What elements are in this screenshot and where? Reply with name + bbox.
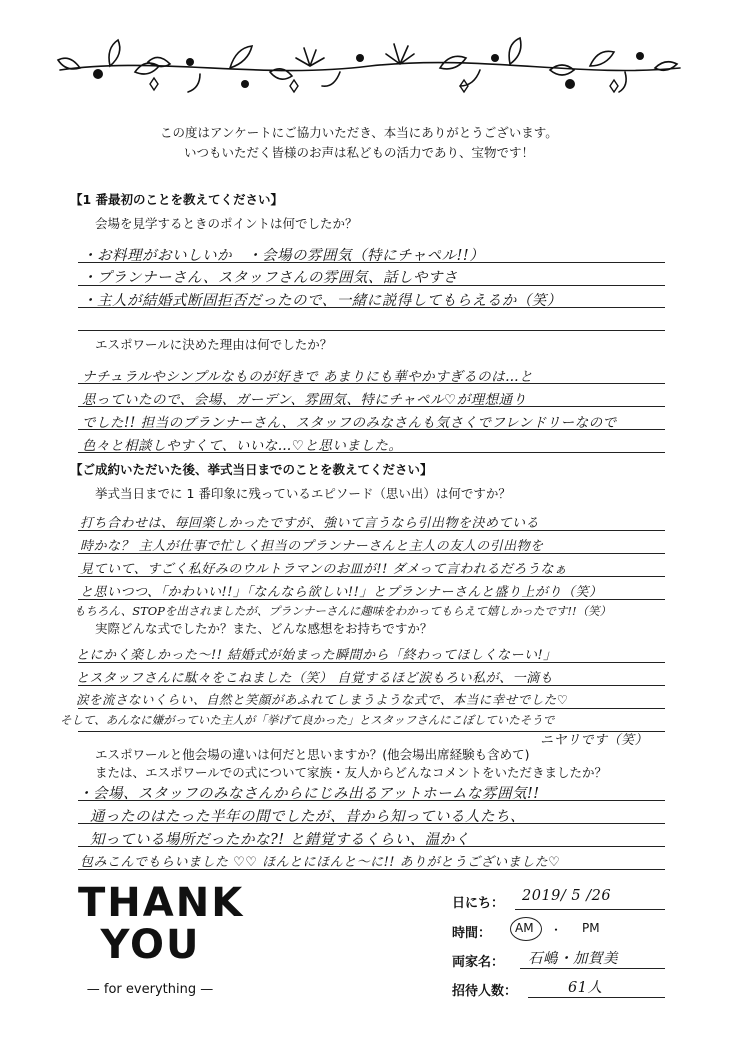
section-2-question-1: 挙式当日までに 1 番印象に残っているエピソード（思い出）は何ですか？ — [95, 486, 511, 501]
guests-value: 61人 — [568, 980, 603, 996]
answer-2-1-line-3: 見ていて、すごく私好みのウルトラマンのお皿が!! ダメって言われるだろうなぁ — [80, 562, 568, 577]
answer-1-2-line-4: 色々と相談しやすくて、いいな…♡と思いました。 — [82, 438, 403, 454]
thank-you-logo — [78, 880, 245, 968]
answer-2-2-line-1: とにかく楽しかった〜!! 結婚式が始まった瞬間から「終わってほしくなーい!」 — [76, 648, 557, 663]
date-label: 日にち： — [452, 896, 505, 911]
answer-2-3-line-1: ・会場、スタッフのみなさんからにじみ出るアットホームな雰囲気!! — [78, 786, 540, 802]
answer-2-3-line-2: 通ったのはたった半年の間でしたが、昔から知っている人たち、 — [90, 809, 525, 825]
answer-1-2-line-1: ナチュラルやシンプルなものが好きで あまりにも華やかすぎるのは…と — [82, 369, 534, 385]
thank-you-line-1: THANK — [78, 880, 245, 926]
answer-2-1-line-1: 打ち合わせは、毎回楽しかったですが、強いて言うなら引出物を決めている — [80, 516, 540, 531]
underline — [520, 968, 665, 969]
time-label: 時間： — [452, 926, 492, 941]
date-value: 2019/ 5 /26 — [522, 888, 612, 904]
section-1-question-2: エスポワールに決めた理由は何でしたか？ — [95, 337, 333, 352]
families-value: 石嶋・加賀美 — [528, 951, 618, 967]
answer-2-1-line-4: と思いつつ、「かわいい!!」「なんなら欲しい!!」とプランナーさんと盛り上がり（笑） — [80, 585, 603, 600]
thank-you-tagline: — for everything — — [86, 982, 214, 997]
section-1-question-1: 会場を見学するときのポイントは何でしたか？ — [95, 216, 358, 231]
answer-2-1-line-5: もちろん、STOPを出されましたが、プランナーさんに趣味をわかってもらえて嬉しかったです!!（笑） — [74, 604, 612, 618]
answer-2-1-line-2: 時かな？ 主人が仕事で忙しく担当のプランナーさんと主人の友人の引出物を — [80, 539, 544, 554]
families-label: 両家名： — [452, 955, 505, 970]
intro-line-1: この度はアンケートにご協力いただき、本当にありがとうございます。 — [160, 125, 558, 140]
answer-line — [78, 330, 665, 331]
answer-line — [78, 708, 665, 709]
intro-line-2: いつもいただく皆様のお声は私どもの活力であり、宝物です！ — [184, 145, 535, 160]
answer-1-1-line-3: ・主人が結婚式断固拒否だったので、一緒に説得してもらえるか（笑） — [82, 293, 562, 309]
section-2-question-3a: エスポワールと他会場の違いは何だと思いますか？(他会場出席経験も含めて) — [95, 747, 530, 762]
section-2-question-2: 実際どんな式でしたか？また、どんな感想をお持ちですか？ — [95, 621, 433, 636]
underline — [528, 997, 665, 998]
answer-2-2-line-3: 涙を流さないくらい、自然と笑顔があふれてしまうような式で、本当に幸せでした♡ — [76, 692, 569, 707]
thank-you-line-2: YOU — [100, 922, 201, 968]
guests-label: 招待人数： — [452, 984, 518, 999]
answer-2-2-line-5: ニヤリです（笑） — [540, 733, 649, 748]
section-2-question-3b: または、エスポワールでの式について家族・友人からどんなコメントをいただきましたか？ — [95, 765, 608, 780]
answer-1-2-line-2: 思っていたので、会場、ガーデン、雰囲気、特にチャペル♡が理想通り — [82, 392, 527, 408]
pm-option: PM — [582, 921, 600, 935]
answer-1-1-line-2: ・プランナーさん、スタッフさんの雰囲気、話しやすさ — [82, 270, 458, 286]
section-1-header: 【1 番最初のことを教えてください】 — [70, 192, 284, 207]
answer-1-2-line-3: でした!! 担当のプランナーさん、スタッフのみなさんも気さくでフレンドリーなので — [82, 415, 617, 431]
leaf-garland-illustration — [40, 28, 700, 108]
answer-1-1-line-1: ・お料理がおいしいか ・会場の雰囲気（特にチャペル!!） — [82, 248, 485, 264]
separator-dot: ・ — [550, 923, 563, 937]
answer-2-2-line-2: とスタッフさんに駄々をこねました（笑） 自覚するほど涙もろい私が、一滴も — [76, 671, 554, 686]
answer-2-3-line-4: 包みこんでもらいました ♡♡ ほんとにほんと〜に!! ありがとうございました♡ — [80, 855, 561, 870]
section-2-header: 【ご成約いただいた後、挙式当日までのことを教えてください】 — [70, 462, 433, 477]
answer-2-2-line-4: そして、あんなに嫌がっていた主人が「挙げて良かった」とスタッフさんにこぼしていたそうで — [60, 713, 555, 727]
am-option: AM — [515, 921, 534, 935]
underline — [515, 909, 665, 910]
answer-2-3-line-3: 知っている場所だったかな?! と錯覚するくらい、温かく — [90, 832, 470, 848]
